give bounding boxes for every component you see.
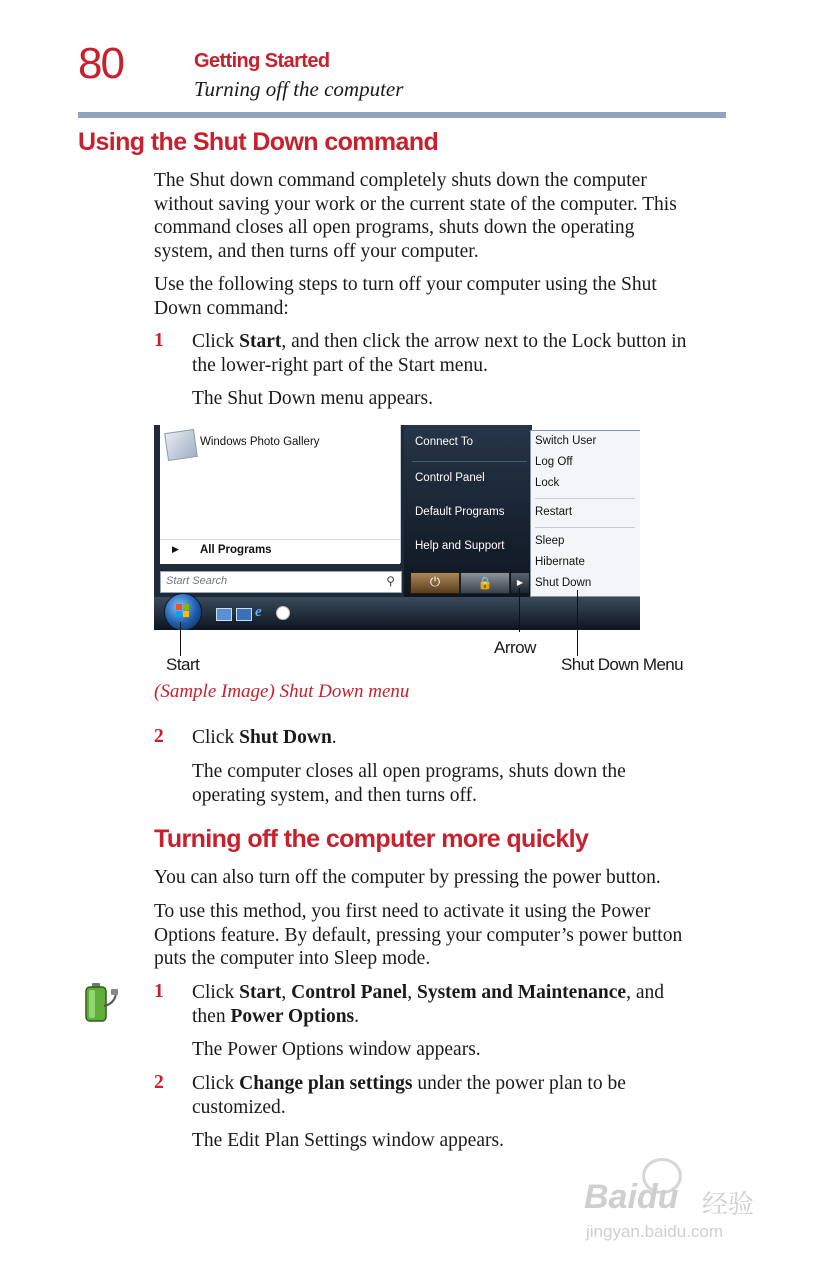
step-number: 2 — [154, 726, 164, 747]
text-line: Use the following steps to turn off your computer using the Shut — [154, 274, 657, 295]
text-line: system, and then turns off your computer. — [154, 240, 479, 262]
search-icon: ⚲ — [386, 574, 395, 588]
internet-explorer-icon[interactable]: e — [255, 604, 262, 620]
step-2-result — [192, 760, 732, 807]
start-search-input[interactable] — [160, 571, 402, 593]
watermark-cn: 经验 — [702, 1190, 755, 1220]
menu-separator — [535, 498, 635, 499]
windows-logo-part — [183, 604, 189, 610]
figure-caption: (Sample Image) Shut Down menu — [154, 681, 410, 702]
photo-gallery-icon — [164, 429, 198, 461]
callout-line-arrow — [519, 588, 520, 632]
bold-term: Start — [239, 982, 282, 1003]
switch-windows-icon[interactable] — [236, 608, 252, 621]
all-programs-label: All Programs — [200, 544, 272, 556]
step-1-text — [192, 330, 732, 377]
step-number: 1 — [154, 981, 164, 1002]
baidu-watermark — [584, 1158, 774, 1248]
shut-down-menu — [530, 430, 642, 597]
taskbar — [154, 597, 640, 630]
menu-item-sleep[interactable]: Sleep — [535, 535, 565, 547]
text-line: customized. — [192, 1096, 286, 1118]
media-player-icon[interactable] — [276, 606, 290, 620]
bold-term: Control Panel — [291, 982, 408, 1003]
callout-arrow: Arrow — [494, 638, 536, 657]
bold-term: Start — [239, 331, 282, 352]
heading-shut-down-command: Using the Shut Down command — [78, 128, 439, 156]
header-rule — [78, 112, 726, 118]
page-number: 80 — [78, 39, 123, 88]
text: , — [407, 982, 417, 1003]
text: Click — [192, 727, 240, 748]
text-line: Options feature. By default, pressing your computer’s power button — [154, 924, 683, 946]
divider — [412, 461, 527, 462]
text: , and — [626, 982, 664, 1003]
search-placeholder: Start Search — [166, 575, 228, 587]
text: , — [281, 982, 292, 1003]
callout-line-start — [180, 622, 181, 656]
start-orb-icon[interactable] — [164, 593, 202, 630]
right-item-connect-to[interactable]: Connect To — [415, 436, 473, 448]
paragraph — [154, 900, 734, 971]
text: , and then click the arrow next to the Lock button in — [281, 331, 687, 352]
text: Click — [192, 982, 240, 1003]
all-programs-item[interactable] — [160, 539, 400, 564]
triangle-right-icon: ▶ — [172, 544, 179, 554]
step-number: 1 — [154, 330, 164, 351]
menu-item-hibernate[interactable]: Hibernate — [535, 556, 585, 568]
bold-term: Change plan settings — [239, 1073, 413, 1094]
menu-item-shut-down[interactable]: Shut Down — [535, 577, 592, 589]
menu-separator — [535, 527, 635, 528]
watermark-url: jingyan.baidu.com — [586, 1222, 724, 1241]
power-button[interactable]: ⏻ — [410, 572, 460, 594]
text-line: The Shut down command completely shuts down the computer — [154, 170, 647, 191]
start-menu-right-pane — [404, 425, 532, 597]
text-line: Down command: — [154, 297, 289, 319]
right-item-help-support[interactable]: Help and Support — [415, 540, 505, 552]
text-line: without saving your work or the current state of the computer. This — [154, 193, 677, 215]
menu-item-restart[interactable]: Restart — [535, 506, 573, 518]
windows-logo-icon — [176, 604, 182, 610]
text-line: To use this method, you first need to activate it using the Power — [154, 901, 651, 922]
text: . — [331, 727, 337, 748]
step-number: 2 — [154, 1072, 164, 1093]
step-1-text — [192, 981, 732, 1028]
screenshot-margin — [640, 425, 727, 630]
step-2-result: The Edit Plan Settings window appears. — [192, 1130, 504, 1151]
step-2-text — [192, 726, 337, 750]
section-title: Getting Started — [194, 50, 330, 72]
lock-button[interactable]: 🔒 — [460, 572, 510, 594]
text: then — [192, 1005, 231, 1027]
text: . — [354, 1005, 360, 1027]
bold-term: Shut Down — [239, 727, 332, 748]
start-menu-screenshot — [154, 425, 727, 630]
menu-item-lock[interactable]: Lock — [535, 477, 560, 489]
arrow-button[interactable]: ▶ — [510, 572, 530, 594]
text-line: operating system, and then turns off. — [192, 784, 478, 806]
bold-term: Power Options — [230, 1005, 355, 1027]
page-subtitle: Turning off the computer — [194, 77, 404, 101]
heading-turn-off-quickly: Turning off the computer more quickly — [154, 825, 589, 853]
text-line: command closes all open programs, shuts down the operating — [154, 217, 635, 238]
text: under the power plan to be — [412, 1073, 626, 1094]
text: Click — [192, 1073, 240, 1094]
menu-item-log-off[interactable]: Log Off — [535, 456, 573, 468]
bold-term: System and Maintenance — [416, 982, 627, 1003]
right-item-default-programs[interactable]: Default Programs — [415, 506, 505, 518]
step-2-text — [192, 1072, 732, 1119]
text-line: puts the computer into Sleep mode. — [154, 948, 431, 969]
windows-logo-part — [183, 611, 189, 617]
step-1-result: The Shut Down menu appears. — [192, 388, 433, 409]
callout-start: Start — [166, 655, 200, 674]
callout-shut-down-menu: Shut Down Menu — [561, 655, 684, 674]
menu-item-switch-user[interactable]: Switch User — [535, 435, 597, 447]
right-item-control-panel[interactable]: Control Panel — [415, 472, 485, 484]
callout-line-menu — [577, 590, 578, 656]
show-desktop-icon[interactable] — [216, 608, 232, 621]
watermark-brand: Baidu — [584, 1178, 679, 1216]
text: Click — [192, 331, 240, 352]
windows-logo-part — [176, 611, 182, 617]
paragraph: You can also turn off the computer by pressing the power button. — [154, 867, 661, 888]
battery-icon — [80, 982, 120, 1024]
intro-paragraph — [154, 169, 734, 263]
step-1-result: The Power Options window appears. — [192, 1039, 481, 1060]
text-line: The computer closes all open programs, shuts down the — [192, 761, 626, 782]
pinned-item-photo-gallery[interactable]: Windows Photo Gallery — [200, 436, 320, 448]
text-line: the lower-right part of the Start menu. — [192, 354, 488, 376]
steps-intro-paragraph — [154, 273, 734, 320]
